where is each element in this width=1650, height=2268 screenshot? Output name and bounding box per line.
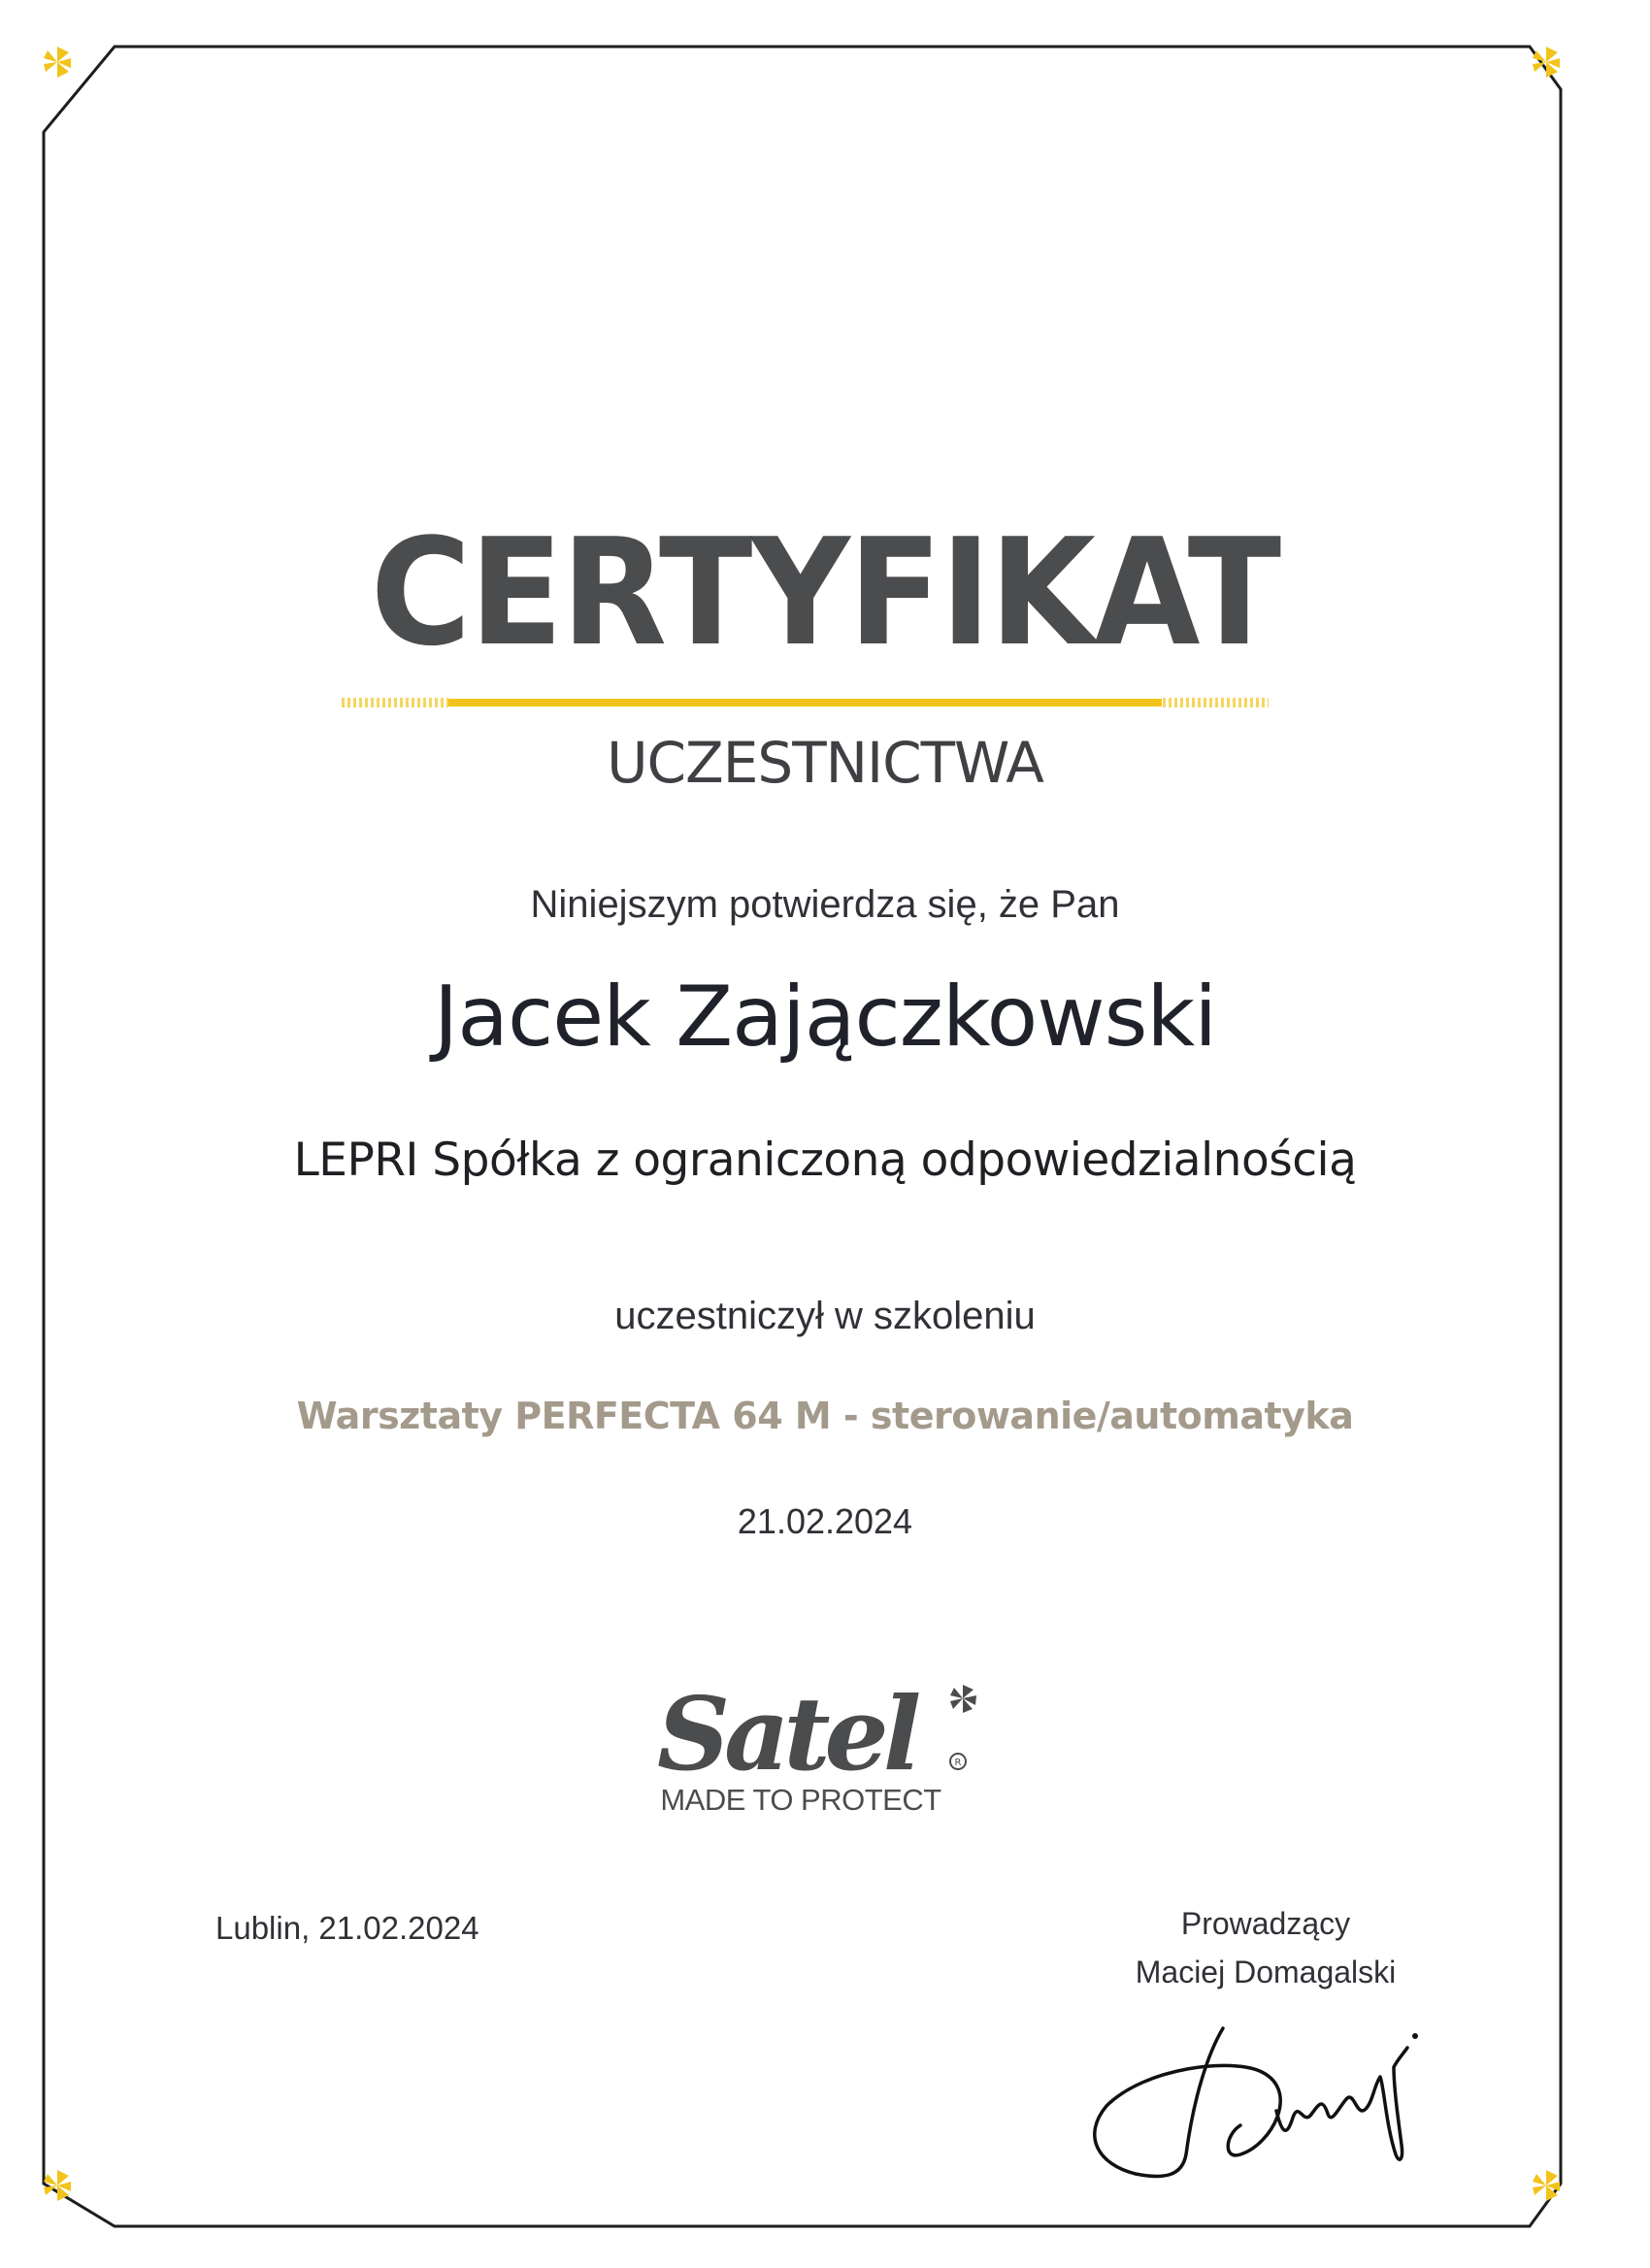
- title-underline: [342, 696, 1269, 709]
- place-and-date: Lublin, 21.02.2024: [215, 1910, 479, 1946]
- certificate-subtitle: UCZESTNICTWA: [607, 730, 1043, 796]
- corner-ornament-icon: [1529, 2168, 1564, 2203]
- brand-tagline: MADE TO PROTECT: [660, 1783, 941, 1817]
- satel-logo: [655, 1674, 1005, 1820]
- training-name: Warsztaty PERFECTA 64 M - sterowanie/automatyka: [296, 1395, 1354, 1437]
- intro-text: Niniejszym potwierdza się, że Pan: [530, 883, 1120, 926]
- svg-text:R: R: [954, 1758, 962, 1768]
- leader-name: Maciej Domagalski: [1135, 1955, 1397, 1989]
- leader-signature: [1077, 2009, 1485, 2184]
- corner-ornament-icon: [1529, 45, 1564, 80]
- participant-name: Jacek Zajączkowski: [433, 969, 1217, 1066]
- participation-text: uczestniczył w szkoleniu: [614, 1295, 1036, 1337]
- company-name: LEPRI Spółka z ograniczoną odpowiedzialnością: [293, 1134, 1357, 1187]
- certificate-title: CERTYFIKAT: [370, 507, 1280, 678]
- training-date: 21.02.2024: [737, 1501, 913, 1541]
- svg-text:Satel: Satel: [657, 1674, 916, 1781]
- leader-role: Prowadzący: [1180, 1906, 1351, 1941]
- corner-ornament-icon: [40, 2168, 75, 2203]
- corner-ornament-icon: [40, 45, 75, 80]
- satel-star-icon: [950, 1685, 976, 1713]
- satel-logo-mark: [655, 1674, 1005, 1781]
